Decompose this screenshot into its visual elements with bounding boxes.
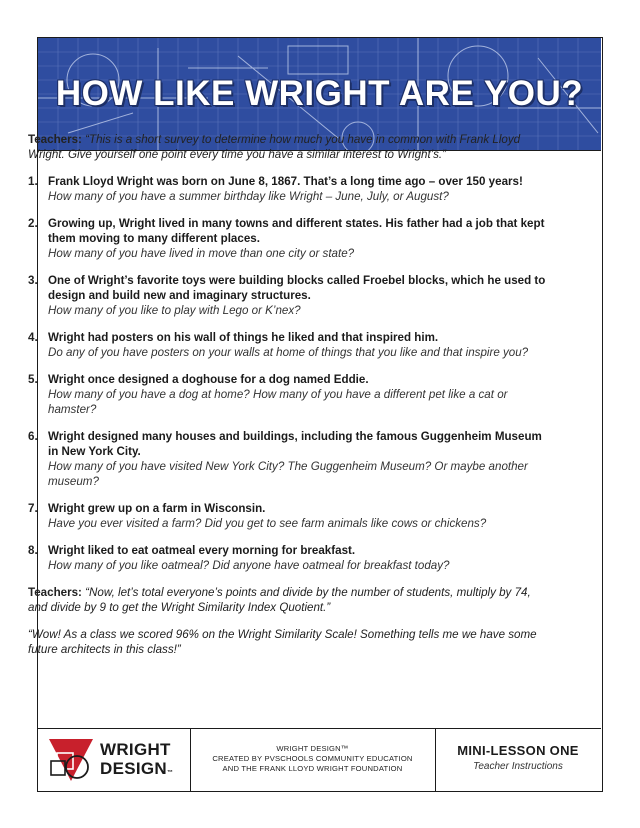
item-number: 6. — [28, 430, 38, 443]
intro-text: “This is a short survey to determine how much you have in common with Frank Lloyd Wright. Give yourself one point every time you have a similar interest to Wright’s.” — [28, 133, 521, 161]
item-statement: Wright liked to eat oatmeal every morning for breakfast. — [48, 544, 356, 557]
credit-line-3: AND THE FRANK LLOYD WRIGHT FOUNDATION — [222, 764, 403, 773]
main-content — [28, 132, 553, 657]
item-number: 5. — [28, 373, 38, 386]
item-number: 7. — [28, 502, 38, 515]
survey-item — [28, 216, 553, 261]
page-title: HOW LIKE WRIGHT ARE YOU? — [55, 74, 584, 113]
credit-line-1: WRIGHT DESIGN™ — [276, 744, 349, 753]
item-question: How many of you have a dog at home? How many of you have a different pet like a cat or hamster? — [48, 388, 508, 416]
logo-line-1: WRIGHT — [100, 740, 171, 759]
item-statement: One of Wright’s favorite toys were building blocks called Froebel blocks, which he used to design and build new and imaginary structures. — [48, 274, 546, 302]
item-number: 8. — [28, 544, 38, 557]
wright-design-logo-icon — [47, 737, 97, 783]
item-question: How many of you like to play with Lego or K’nex? — [48, 304, 301, 317]
item-statement: Frank Lloyd Wright was born on June 8, 1867. That’s a long time ago – over 150 years! — [48, 175, 523, 188]
item-question: How many of you like oatmeal? Did anyone have oatmeal for breakfast today? — [48, 559, 450, 572]
intro-label: Teachers: — [28, 133, 82, 146]
item-statement: Wright once designed a doghouse for a dog named Eddie. — [48, 373, 369, 386]
item-question: Do any of you have posters on your walls at home of things that you like and that inspire you? — [48, 346, 529, 359]
item-question: How many of you have a summer birthday like Wright – June, July, or August? — [48, 190, 449, 203]
survey-item — [28, 429, 553, 489]
footer — [38, 728, 601, 791]
item-number: 4. — [28, 331, 38, 344]
logo-line-2: DESIGN — [100, 759, 167, 778]
item-statement: Wright had posters on his wall of things he liked and that inspired him. — [48, 331, 439, 344]
survey-list — [28, 174, 553, 573]
item-number: 2. — [28, 217, 38, 230]
item-number: 3. — [28, 274, 38, 287]
logo-wordmark — [100, 740, 173, 783]
footer-credit-cell — [190, 729, 436, 791]
survey-item — [28, 543, 553, 573]
item-question: Have you ever visited a farm? Did you get to see farm animals like cows or chickens? — [48, 517, 487, 530]
teacher-outro — [28, 585, 553, 615]
credit-line-2: CREATED BY PVSCHOOLS COMMUNITY EDUCATION — [212, 754, 413, 763]
closing-quote: “Wow! As a class we scored 96% on the Wright Similarity Scale! Something tells me we have some future architects in this class!” — [28, 628, 537, 656]
item-number: 1. — [28, 175, 38, 188]
footer-logo-cell — [38, 729, 191, 791]
outro-label: Teachers: — [28, 586, 82, 599]
survey-item — [28, 501, 553, 531]
item-question: How many of you have visited New York City? The Guggenheim Museum? Or maybe another museum? — [48, 460, 528, 488]
survey-item — [28, 372, 553, 417]
survey-item — [28, 174, 553, 204]
item-question: How many of you have lived in move than one city or state? — [48, 247, 355, 260]
item-statement: Wright grew up on a farm in Wisconsin. — [48, 502, 266, 515]
footer-lesson-cell — [435, 729, 601, 791]
survey-item — [28, 273, 553, 318]
survey-item — [28, 330, 553, 360]
outro-text: “Now, let’s total everyone’s points and divide by the number of students, multiply by 74, and divide by 9 to get the Wright Similarity Index Quotient.” — [28, 586, 531, 614]
logo-trademark: ™ — [166, 770, 174, 776]
teacher-intro — [28, 132, 553, 162]
item-statement: Wright designed many houses and buildings, including the famous Guggenheim Museum in New York City. — [48, 430, 542, 458]
lesson-title: MINI-LESSON ONE — [457, 743, 579, 758]
lesson-subtitle: Teacher Instructions — [473, 761, 563, 772]
item-statement: Growing up, Wright lived in many towns and different states. His father had a job that kept them moving to many different places. — [48, 217, 545, 245]
